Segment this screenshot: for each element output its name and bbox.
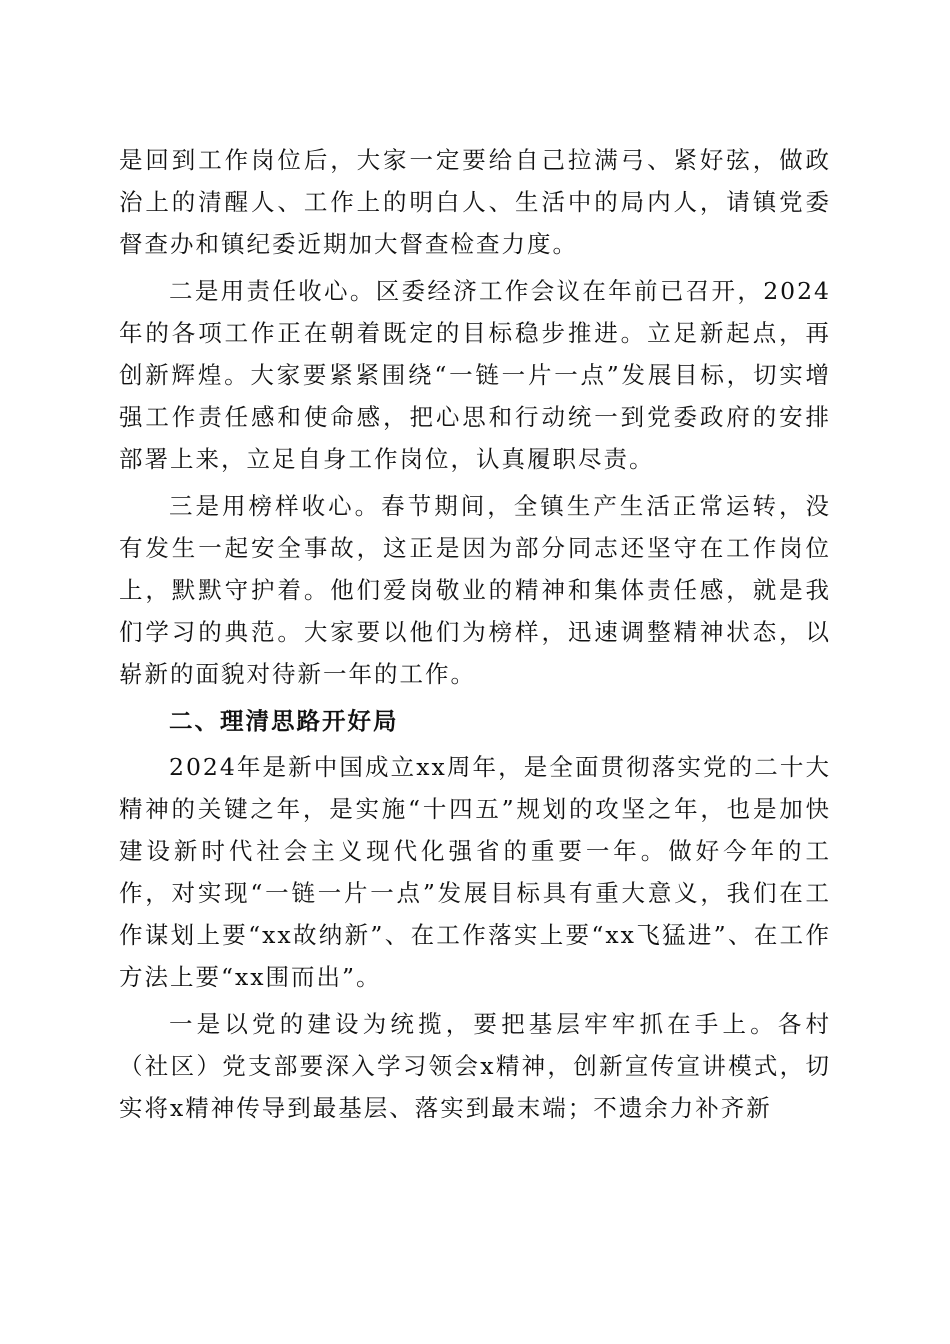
paragraph-text: 各村（社区）党支部要深入学习领会x精神，创新宣传宣讲模式，切实将x精神传导到最基层、落实到最末端；不遗余力补齐新 (119, 1010, 832, 1122)
paragraph-lead: 一是以党的建设为统揽，要把基层牢牢抓在手上。 (169, 1010, 778, 1038)
paragraph-role-model (119, 485, 831, 695)
paragraph-party-building (119, 1003, 831, 1129)
section-heading: 二、理清思路开好局 (169, 707, 399, 735)
paragraph-text: 2024年是新中国成立xx周年，是全面贯彻落实党的二十大精神的关键之年，是实施“十四五”规划的攻坚之年，也是加快建设新时代社会主义现代化强省的重要一年。做好今年的工作，对实现“一链一片一点”发展目标具有重大意义，我们在工作谋划上要“xx故纳新”、在工作落实上要“xx飞猛进”、在工作方法上要“xx围而出”。 (119, 753, 831, 991)
paragraph-text: 区委经济工作会议在年前已召开，2024年的各项工作正在朝着既定的目标稳步推进。立足新起点，再创新辉煌。大家要紧紧围绕“一链一片一点”发展目标，切实增强工作责任感和使命感，把心思和行动统一到党委政府的安排部署上来，立足自身工作岗位，认真履职尽责。 (119, 277, 832, 473)
paragraph-continuation (119, 139, 831, 265)
paragraph-2024-overview (119, 746, 831, 998)
document-body (119, 139, 831, 1134)
paragraph-lead: 三是用榜样收心。 (169, 492, 382, 520)
paragraph-text: 是回到工作岗位后，大家一定要给自己拉满弓、紧好弦，做政治上的清醒人、工作上的明白人、生活中的局内人，请镇党委督查办和镇纪委近期加大督查检查力度。 (119, 146, 831, 258)
paragraph-text: 春节期间，全镇生产生活正常运转，没有发生一起安全事故，这正是因为部分同志还坚守在工作岗位上，默默守护着。他们爱岗敬业的精神和集体责任感，就是我们学习的典范。大家要以他们为榜样，迅速调整精神状态，以崭新的面貌对待新一年的工作。 (119, 492, 832, 688)
paragraph-responsibility (119, 270, 831, 480)
paragraph-lead: 二是用责任收心。 (169, 277, 376, 305)
